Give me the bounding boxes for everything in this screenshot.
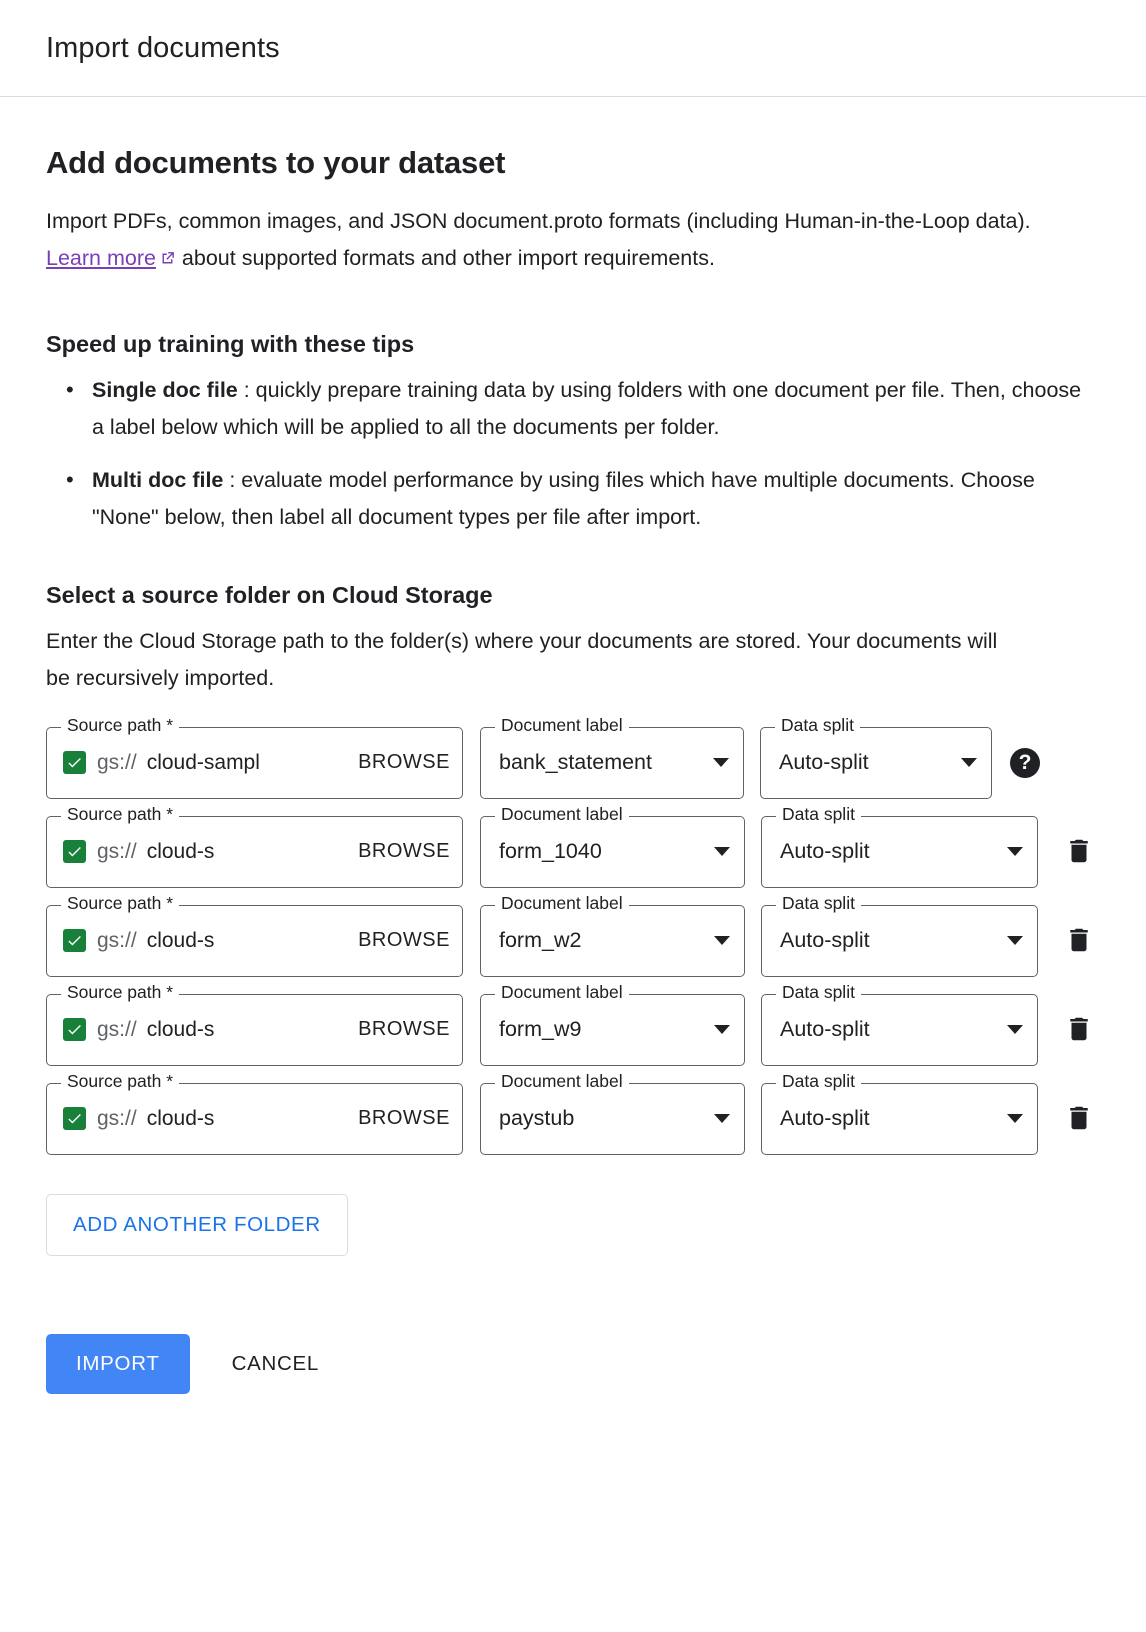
tips-list — [46, 372, 1100, 536]
tip-text: : evaluate model performance by using files which have multiple documents. Choose "None" below, then label all document types per file after import. — [92, 467, 1035, 529]
chevron-down-icon — [714, 847, 730, 856]
data-split-value: Auto-split — [780, 1106, 870, 1131]
tips-heading: Speed up training with these tips — [46, 330, 415, 357]
document-label-value: paystub — [499, 1106, 575, 1131]
source-path-input[interactable]: cloud-s — [146, 928, 215, 952]
data-split-caption: Data split — [775, 717, 860, 735]
document-label-caption: Document label — [495, 895, 629, 913]
delete-row-button[interactable] — [1064, 925, 1094, 960]
data-split-select[interactable] — [761, 892, 1038, 977]
data-split-value: Auto-split — [780, 928, 870, 953]
table-row — [46, 892, 1100, 977]
source-path-input[interactable]: cloud-sampl — [146, 750, 260, 774]
delete-row-button[interactable] — [1064, 1014, 1094, 1049]
list-item — [92, 462, 1097, 536]
document-label-select[interactable] — [480, 714, 744, 799]
checkbox-checked-icon[interactable] — [63, 1018, 86, 1041]
chevron-down-icon — [714, 936, 730, 945]
table-row — [46, 803, 1100, 888]
source-path-label: Source path * — [61, 895, 179, 913]
data-split-caption: Data split — [776, 895, 861, 913]
data-split-select[interactable] — [761, 981, 1038, 1066]
tip-text: : quickly prepare training data by using folders with one document per file. Then, choose a label below which will be applied to all the documents per folder. — [92, 377, 1082, 439]
browse-button[interactable]: BROWSE — [358, 1018, 450, 1041]
document-label-caption: Document label — [495, 984, 629, 1002]
tip-term: Single doc file — [92, 377, 238, 402]
source-path-label: Source path * — [61, 806, 179, 824]
browse-button[interactable]: BROWSE — [358, 840, 450, 863]
browse-button[interactable]: BROWSE — [358, 1107, 450, 1130]
source-folder-heading: Select a source folder on Cloud Storage — [46, 581, 493, 608]
chevron-down-icon — [1007, 1025, 1023, 1034]
source-path-label: Source path * — [61, 717, 179, 735]
chevron-down-icon — [1007, 1114, 1023, 1123]
data-split-caption: Data split — [776, 806, 861, 824]
chevron-down-icon — [713, 758, 729, 767]
document-label-select[interactable] — [480, 981, 745, 1066]
chevron-down-icon — [1007, 847, 1023, 856]
document-label-select[interactable] — [480, 803, 745, 888]
cancel-button[interactable]: CANCEL — [218, 1334, 333, 1394]
external-link-icon — [159, 242, 176, 279]
source-rows — [46, 714, 1100, 1155]
intro-text-after: about supported formats and other import requirements. — [175, 245, 715, 270]
list-item — [92, 372, 1097, 446]
checkbox-checked-icon[interactable] — [63, 929, 86, 952]
document-label-caption: Document label — [495, 806, 629, 824]
browse-button[interactable]: BROWSE — [358, 929, 450, 952]
data-split-value: Auto-split — [780, 1017, 870, 1042]
tip-term: Multi doc file — [92, 467, 224, 492]
help-icon[interactable]: ? — [1010, 748, 1040, 778]
source-path-label: Source path * — [61, 984, 179, 1002]
delete-row-button[interactable] — [1064, 1103, 1094, 1138]
page-title: Add documents to your dataset — [46, 145, 506, 180]
source-path-field[interactable] — [46, 714, 463, 799]
dialog-actions — [46, 1334, 1100, 1394]
source-path-input[interactable]: cloud-s — [146, 1017, 215, 1041]
chevron-down-icon — [961, 758, 977, 767]
gs-prefix: gs:// — [97, 928, 137, 952]
data-split-select[interactable] — [761, 1070, 1038, 1155]
source-path-field[interactable] — [46, 803, 463, 888]
source-path-label: Source path * — [61, 1073, 179, 1091]
source-path-field[interactable] — [46, 981, 463, 1066]
table-row — [46, 1070, 1100, 1155]
import-button[interactable]: IMPORT — [46, 1334, 190, 1394]
dialog-title: Import documents — [46, 31, 280, 64]
learn-more-link[interactable]: Learn more — [46, 245, 156, 270]
gs-prefix: gs:// — [97, 1017, 137, 1041]
gs-prefix: gs:// — [97, 1106, 137, 1130]
dialog-content — [0, 97, 1146, 1394]
source-path-input[interactable]: cloud-s — [146, 839, 215, 863]
document-label-caption: Document label — [495, 1073, 629, 1091]
source-folder-description: Enter the Cloud Storage path to the folder(s) where your documents are stored. Your documents will be recursively imported. — [46, 628, 998, 690]
intro-text-before: Import PDFs, common images, and JSON document.proto formats (including Human-in-the-Loop data). — [46, 209, 1031, 233]
data-split-select[interactable] — [760, 714, 992, 799]
document-label-caption: Document label — [495, 717, 629, 735]
document-label-value: form_w2 — [499, 928, 582, 953]
document-label-value: bank_statement — [499, 750, 652, 775]
table-row — [46, 714, 1100, 799]
data-split-value: Auto-split — [779, 750, 869, 775]
gs-prefix: gs:// — [97, 839, 137, 863]
chevron-down-icon — [714, 1114, 730, 1123]
data-split-caption: Data split — [776, 984, 861, 1002]
chevron-down-icon — [1007, 936, 1023, 945]
chevron-down-icon — [714, 1025, 730, 1034]
table-row — [46, 981, 1100, 1066]
document-label-select[interactable] — [480, 892, 745, 977]
data-split-select[interactable] — [761, 803, 1038, 888]
source-path-field[interactable] — [46, 892, 463, 977]
document-label-value: form_w9 — [499, 1017, 582, 1042]
source-path-input[interactable]: cloud-s — [146, 1106, 215, 1130]
checkbox-checked-icon[interactable] — [63, 1107, 86, 1130]
dialog-titlebar — [0, 0, 1146, 97]
document-label-value: form_1040 — [499, 839, 602, 864]
checkbox-checked-icon[interactable] — [63, 840, 86, 863]
delete-row-button[interactable] — [1064, 836, 1094, 871]
checkbox-checked-icon[interactable] — [63, 751, 86, 774]
data-split-caption: Data split — [776, 1073, 861, 1091]
add-another-folder-button[interactable]: ADD ANOTHER FOLDER — [46, 1194, 348, 1256]
browse-button[interactable]: BROWSE — [358, 751, 450, 774]
source-path-field[interactable] — [46, 1070, 463, 1155]
intro-paragraph — [46, 203, 1046, 279]
document-label-select[interactable] — [480, 1070, 745, 1155]
gs-prefix: gs:// — [97, 750, 137, 774]
data-split-value: Auto-split — [780, 839, 870, 864]
